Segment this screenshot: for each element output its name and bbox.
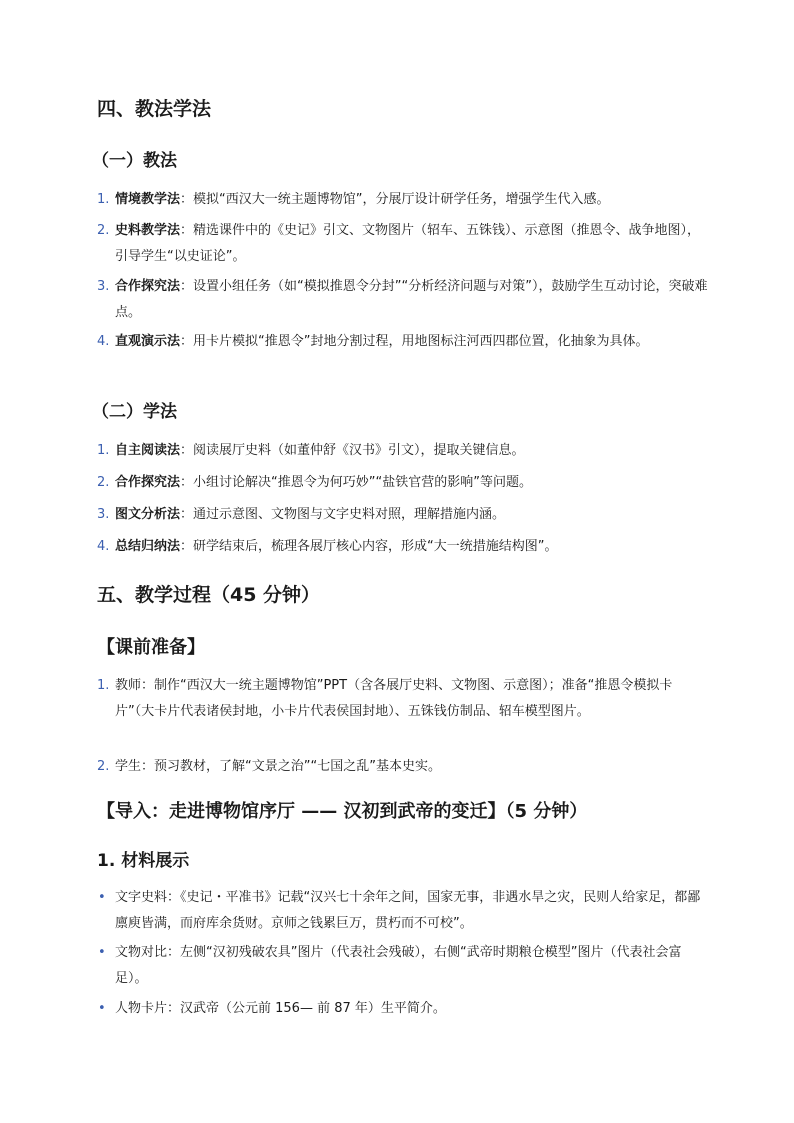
list-item <box>97 187 709 213</box>
term-label: 史料教学法 <box>115 223 181 238</box>
term-label: 自主阅读法 <box>115 443 181 458</box>
section-heading: 四、教法学法 <box>97 98 212 120</box>
list-number: 1. <box>97 678 110 693</box>
item-text: 文字史料：《史记・平准书》记载“汉兴七十余年之间，国家无事，非遇水旱之灾，民则人给家足，都鄙廪庾皆满，而府库余货财。京师之钱累巨万，贯朽而不可校”。 <box>115 890 701 931</box>
term-label: 合作探究法 <box>115 279 181 294</box>
item-text: ：通过示意图、文物图与文字史料对照，理解措施内涵。 <box>180 507 506 522</box>
list-number: 3. <box>97 507 110 522</box>
list-number: 2. <box>97 223 110 238</box>
bullet-icon: • <box>98 1001 106 1016</box>
subsection-heading: （二）学法 <box>92 402 177 422</box>
list-item <box>97 754 709 780</box>
item-text: 教师：制作“西汉大一统主题博物馆”PPT（含各展厅史料、文物图、示意图）；准备“推恩令模拟卡片”（大卡片代表诸侯封地，小卡片代表侯国封地）、五铢钱仿制品、轺车模型图片。 <box>115 678 673 719</box>
subsection-heading: （一）教法 <box>92 151 177 171</box>
section-heading: 五、教学过程（45 分钟） <box>97 584 321 606</box>
item-text: ：模拟“西汉大一统主题博物馆”，分展厅设计研学任务，增强学生代入感。 <box>180 192 610 207</box>
sub-heading: 1. 材料展示 <box>97 851 190 871</box>
item-text: 文物对比：左侧“汉初残破农具”图片（代表社会残破），右侧“武帝时期粮仓模型”图片（代表社会富足）。 <box>115 945 682 986</box>
list-item <box>97 673 709 725</box>
subsection-heading: 【课前准备】 <box>97 637 205 658</box>
item-text: ：阅读展厅史料（如董仲舒《汉书》引文），提取关键信息。 <box>180 443 525 458</box>
list-number: 2. <box>97 475 110 490</box>
term-label: 合作探究法 <box>115 475 181 490</box>
term-label: 图文分析法 <box>115 507 181 522</box>
item-text: 学生：预习教材，了解“文景之治”“七国之乱”基本史实。 <box>115 759 441 774</box>
list-item <box>97 218 709 270</box>
list-number: 4. <box>97 539 110 554</box>
list-item <box>97 940 709 992</box>
list-number: 1. <box>97 192 110 207</box>
list-item <box>97 534 709 560</box>
term-label: 直观演示法 <box>115 334 181 349</box>
item-text: ：用卡片模拟“推恩令”封地分割过程，用地图标注河西四郡位置，化抽象为具体。 <box>180 334 649 349</box>
item-text: ：精选课件中的《史记》引文、文物图片（轺车、五铢钱）、示意图（推恩令、战争地图），引导学生“以史证论”。 <box>115 223 701 264</box>
item-text: ：小组讨论解决“推恩令为何巧妙”“盐铁官营的影响”等问题。 <box>180 475 532 490</box>
item-text: 人物卡片：汉武帝（公元前 156— 前 87 年）生平简介。 <box>115 1001 446 1016</box>
term-label: 情境教学法 <box>115 192 181 207</box>
list-item <box>97 502 709 528</box>
list-number: 4. <box>97 334 110 349</box>
bullet-icon: • <box>98 890 106 905</box>
term-label: 总结归纳法 <box>115 539 181 554</box>
item-text: ：设置小组任务（如“模拟推恩令分封”“分析经济问题与对策”），鼓励学生互动讨论，突破难点。 <box>115 279 708 320</box>
list-item <box>97 329 709 355</box>
item-text: ：研学结束后，梳理各展厅核心内容，形成“大一统措施结构图”。 <box>180 539 558 554</box>
list-item <box>97 470 709 496</box>
list-item <box>97 996 709 1022</box>
list-number: 2. <box>97 759 110 774</box>
bullet-icon: • <box>98 945 106 960</box>
subsection-heading: 【导入：走进博物馆序厅 —— 汉初到武帝的变迁】（5 分钟） <box>97 801 588 822</box>
list-number: 1. <box>97 443 110 458</box>
list-number: 3. <box>97 279 110 294</box>
list-item <box>97 438 709 464</box>
list-item <box>97 885 709 937</box>
list-item <box>97 274 709 326</box>
